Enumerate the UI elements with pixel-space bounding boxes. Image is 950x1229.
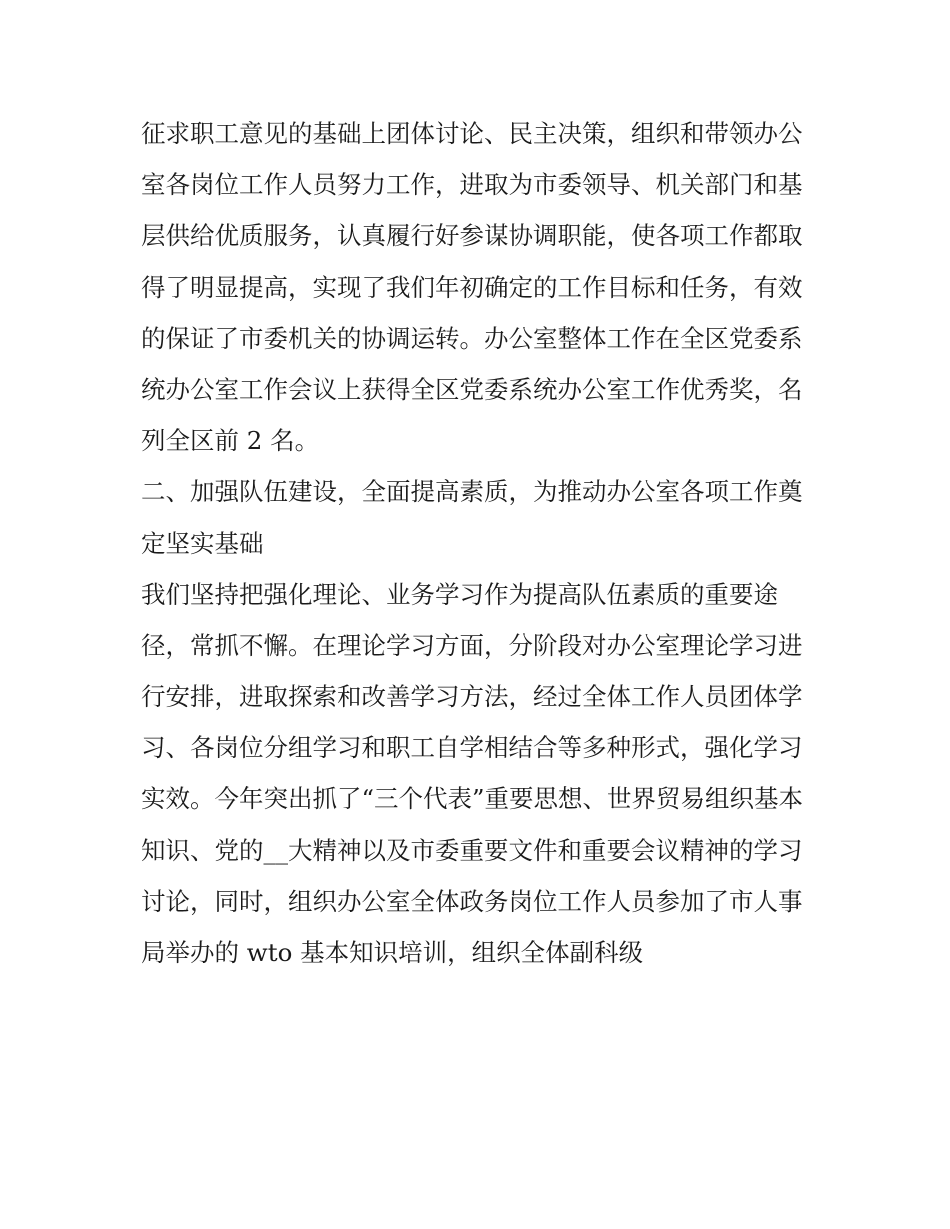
paragraph-line: 的保证了市委机关的协调运转。办公室整体工作在全区党委系 [141,323,803,353]
section-heading-line: 定坚实基础 [141,528,264,558]
paragraph-line: 室各岗位工作人员努力工作，进取为市委领导、机关部门和基 [141,170,803,200]
paragraph-line: 层供给优质服务，认真履行好参谋协调职能，使各项工作都取 [141,221,803,251]
paragraph-line: 知识、党的__大精神以及市委重要文件和重要会议精神的学习 [141,835,803,865]
paragraph-line: 径，常抓不懈。在理论学习方面，分阶段对办公室理论学习进 [141,630,803,660]
paragraph-line: 统办公室工作会议上获得全区党委系统办公室工作优秀奖，名 [141,374,803,404]
document-body [141,108,821,978]
paragraph-line: 征求职工意见的基础上团体讨论、民主决策，组织和带领办公 [141,119,803,148]
paragraph-line: 行安排，进取探索和改善学习方法，经过全体工作人员团体学 [141,682,803,712]
paragraph-line: 习、各岗位分组学习和职工自学相结合等多种形式，强化学习 [141,733,803,763]
paragraph-line: 得了明显提高，实现了我们年初确定的工作目标和任务，有效 [141,272,803,302]
paragraph-line: 实效。今年突出抓了“三个代表”重要思想、世界贸易组织基本 [141,784,804,814]
paragraph-line: 列全区前 2 名。 [141,426,320,456]
paragraph-line: 局举办的 wto 基本知识培训，组织全体副科级 [141,938,644,967]
paragraph-line: 我们坚持把强化理论、业务学习作为提高队伍素质的重要途 [141,579,778,609]
section-heading-line: 二、加强队伍建设，全面提高素质，为推动办公室各项工作奠 [141,477,803,507]
paragraph-line: 讨论，同时，组织办公室全体政务岗位工作人员参加了市人事 [141,886,803,916]
